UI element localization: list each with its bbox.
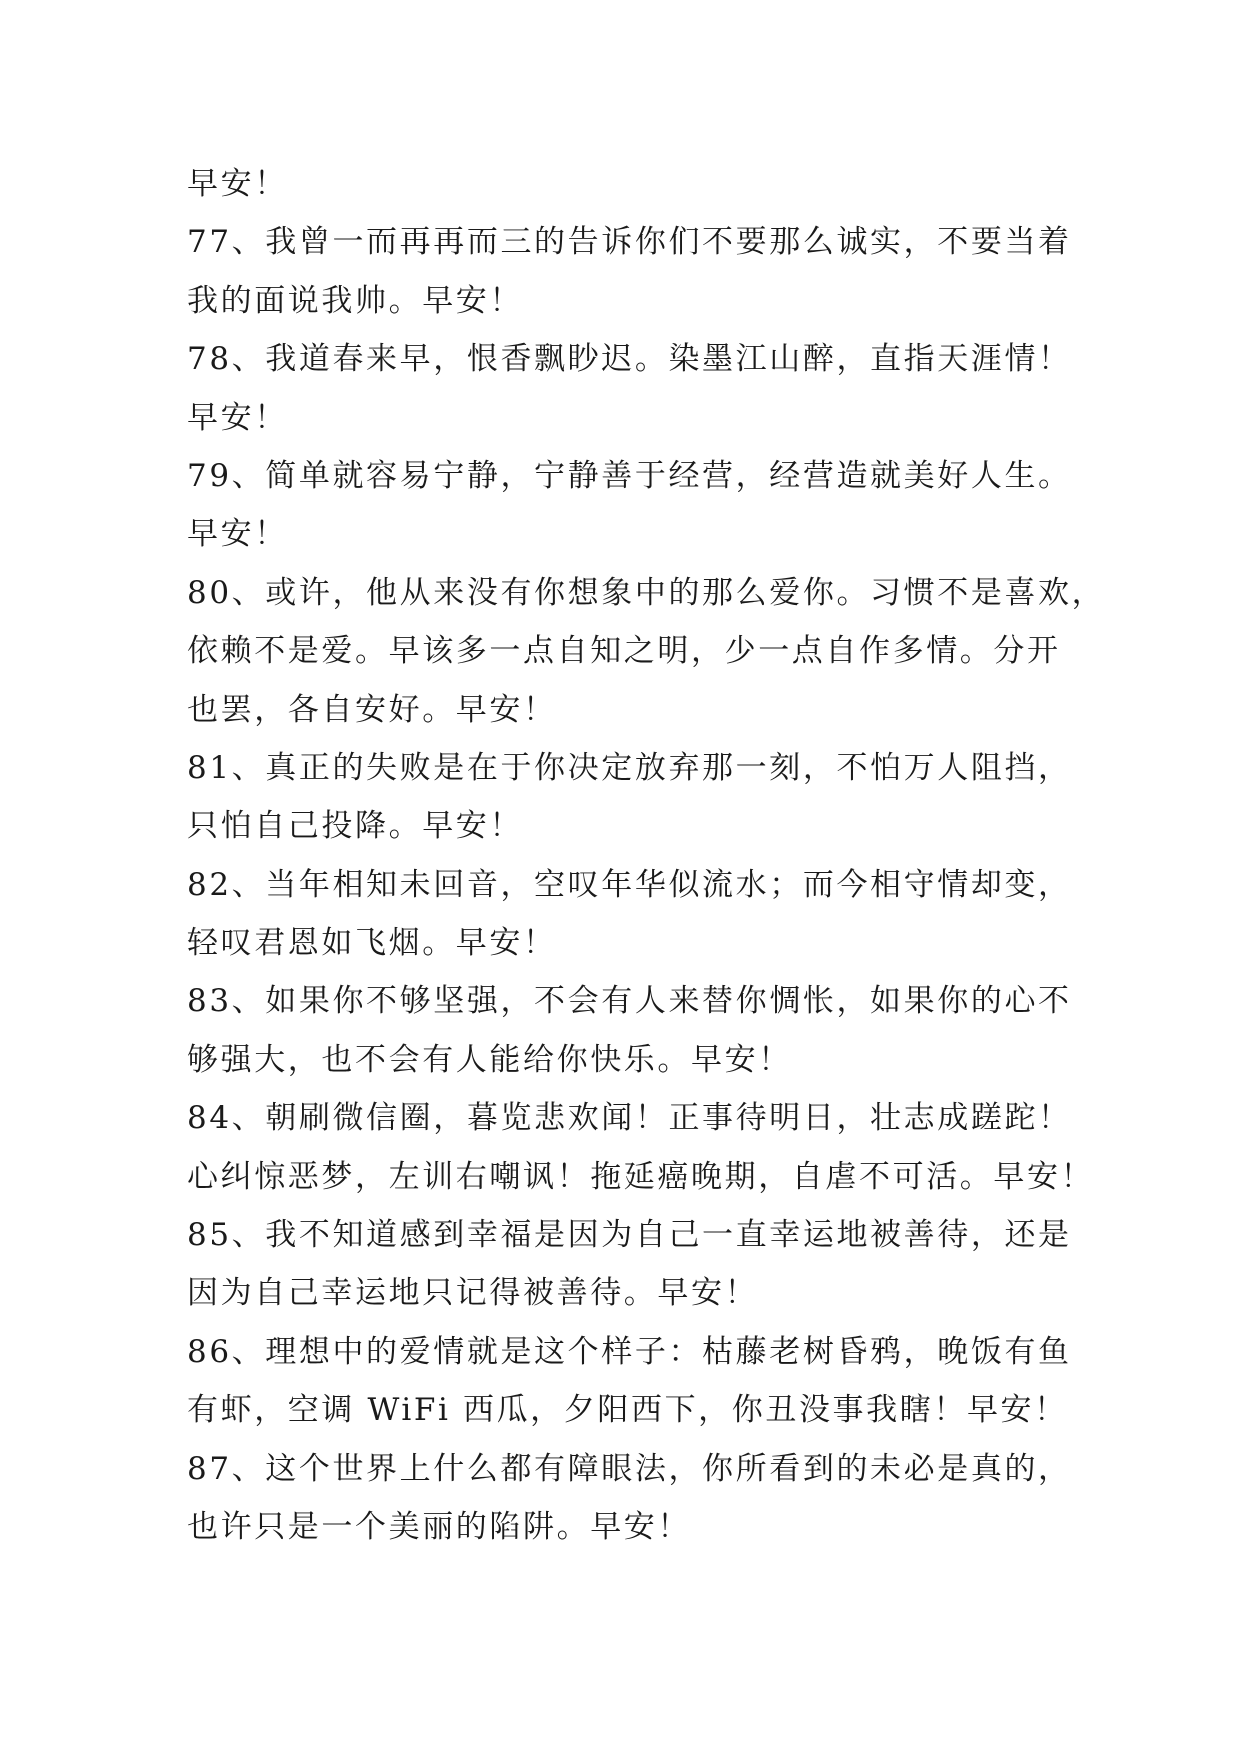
text-line: 我的面说我帅。早安！ [187,282,523,319]
text-line: 也许只是一个美丽的陷阱。早安！ [187,1508,691,1545]
text-line: 够强大，也不会有人能给你快乐。早安！ [187,1041,792,1078]
text-line: 因为自己幸运地只记得被善待。早安！ [187,1275,759,1312]
text-line: 也罢，各自安好。早安！ [187,691,557,728]
text-line: 早安！ [187,166,288,202]
text-line: 早安！ [187,516,288,553]
text-line: 早安！ [187,399,288,436]
text-line: 81、真正的失败是在于你决定放弃那一刻，不怕万人阻挡， [187,749,1072,786]
text-line: 轻叹君恩如飞烟。早安！ [187,925,557,962]
text-line: 85、我不知道感到幸福是因为自己一直幸运地被善待，还是 [187,1217,1072,1254]
text-line: 83、如果你不够坚强，不会有人来替你惆怅，如果你的心不 [187,983,1072,1020]
text-line: 84、朝刷微信圈，暮览悲欢闻！正事待明日，壮志成蹉跎！ [187,1100,1072,1137]
text-line: 有虾，空调 WiFi 西瓜，夕阳西下，你丑没事我瞎！早安！ [187,1392,1068,1429]
text-line: 77、我曾一而再再而三的告诉你们不要那么诚实，不要当着 [187,224,1072,261]
text-line: 86、理想中的爱情就是这个样子：枯藤老树昏鸦，晚饭有鱼 [187,1333,1072,1370]
body-text [187,155,1106,1556]
text-line: 80、或许，他从来没有你想象中的那么爱你。习惯不是喜欢， [187,574,1106,611]
text-line: 只怕自己投降。早安！ [187,808,523,845]
text-line: 心纠惊恶梦，左训右嘲讽！拖延癌晚期，自虐不可活。早安！ [187,1158,1095,1195]
text-line: 79、简单就容易宁静，宁静善于经营，经营造就美好人生。 [187,457,1072,494]
text-line: 87、这个世界上什么都有障眼法，你所看到的未必是真的， [187,1450,1072,1487]
text-line: 78、我道春来早，恨香飘眇迟。染墨江山醉，直指天涯情！ [187,341,1072,378]
text-line: 依赖不是爱。早该多一点自知之明，少一点自作多情。分开 [187,633,1061,670]
text-line: 82、当年相知未回音，空叹年华似流水；而今相守情却变， [187,866,1072,903]
